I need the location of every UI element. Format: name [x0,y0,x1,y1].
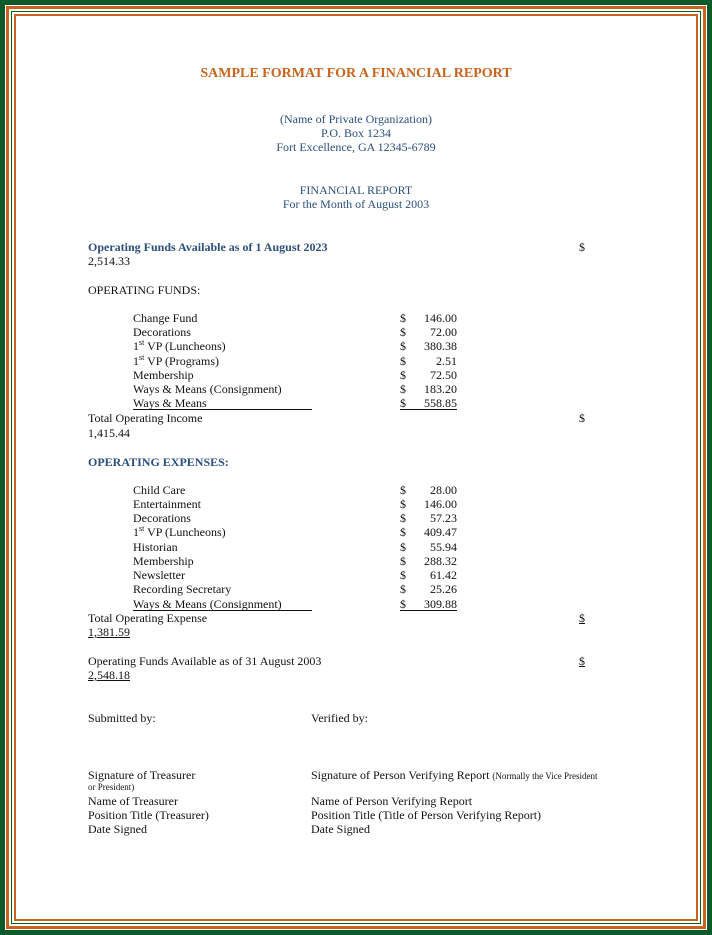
closing-label: Operating Funds Available as of 31 August 2003 [88,654,322,668]
org-name: (Name of Private Organization) [279,112,433,126]
item-amount: 61.42 [430,568,457,582]
item-amount: 28.00 [430,483,457,497]
page-title: SAMPLE FORMAT FOR A FINANCIAL REPORT [200,66,512,81]
item-label: 1st VP (Luncheons) [133,338,226,353]
income-total-amount: 1,415.44 [88,426,130,440]
verifier-signature-note: (Normally the Vice President [492,771,598,781]
opening-amount: 2,514.33 [88,254,130,268]
treasurer-position-label: Position Title (Treasurer) [88,808,209,822]
item-label: Membership [133,554,194,568]
org-city: Fort Excellence, GA 12345-6789 [276,140,436,154]
submitted-by-label: Submitted by: [88,711,156,725]
item-amount: 72.00 [430,325,457,339]
item-amount: 288.32 [424,554,457,568]
income-total-currency: $ [579,411,585,425]
item-currency: $ [400,540,406,554]
item-label: Ways & Means (Consignment) [133,382,282,396]
item-amount: 72.50 [430,368,457,382]
item-amount: 409.47 [424,525,457,539]
item-label: Membership [133,368,194,382]
item-amount: 146.00 [424,311,457,325]
expenses-heading: OPERATING EXPENSES: [88,455,229,469]
item-label: 1st VP (Programs) [133,353,220,368]
item-amount: 558.85 [424,396,457,410]
income-total-label: Total Operating Income [88,411,203,425]
report-heading: FINANCIAL REPORT [299,183,413,197]
expense-total-currency: $ [579,611,585,625]
opening-currency: $ [579,240,585,254]
item-currency: $ [400,325,406,339]
item-currency: $ [400,382,406,396]
closing-currency: $ [579,654,585,668]
item-currency: $ [400,483,406,497]
verified-by-label: Verified by: [311,711,368,725]
verifier-date-label: Date Signed [311,822,370,836]
item-label: Entertainment [133,497,201,511]
income-label-underline [133,409,312,410]
item-label: Historian [133,540,178,554]
expense-total-label: Total Operating Expense [88,611,208,625]
signature-note-continuation: or President) [88,782,135,792]
item-currency: $ [400,339,406,353]
expense-total-amount: 1,381.59 [88,625,130,639]
item-amount: 309.88 [424,597,457,611]
org-po-box: P.O. Box 1234 [320,126,391,140]
item-amount: 2.51 [436,354,457,368]
item-label: Recording Secretary [133,582,232,596]
verifier-name-label: Name of Person Verifying Report [311,794,473,808]
item-label: Ways & Means [133,396,207,410]
item-label: Child Care [133,483,186,497]
item-currency: $ [400,311,406,325]
item-amount: 183.20 [424,382,457,396]
treasurer-signature-label: Signature of Treasurer [88,768,196,782]
item-amount: 25.26 [430,582,457,596]
item-currency: $ [400,568,406,582]
item-currency: $ [400,354,406,368]
item-amount: 146.00 [424,497,457,511]
income-heading: OPERATING FUNDS: [88,283,201,297]
item-currency: $ [400,597,406,611]
item-label: Ways & Means (Consignment) [133,597,282,611]
verifier-position-label: Position Title (Title of Person Verifying Report) [311,808,542,822]
item-currency: $ [400,396,406,410]
item-currency: $ [400,511,406,525]
item-label: Newsletter [133,568,185,582]
item-label: Change Fund [133,311,198,325]
item-label: Decorations [133,511,191,525]
item-currency: $ [400,554,406,568]
treasurer-date-label: Date Signed [88,822,147,836]
item-amount: 57.23 [430,511,457,525]
opening-label: Operating Funds Available as of 1 August 2023 [88,240,328,254]
item-currency: $ [400,497,406,511]
item-currency: $ [400,368,406,382]
closing-amount: 2,548.18 [88,668,130,682]
item-amount: 380.38 [424,339,457,353]
verifier-signature-label: Signature of Person Verifying Report (Normally the Vice President [311,768,598,782]
expense-amount-underline [400,610,457,611]
report-period: For the Month of August 2003 [282,197,430,211]
item-label: Decorations [133,325,191,339]
item-label: 1st VP (Luncheons) [133,524,226,539]
item-currency: $ [400,525,406,539]
item-currency: $ [400,582,406,596]
income-amount-underline [400,409,457,410]
treasurer-name-label: Name of Treasurer [88,794,178,808]
item-amount: 55.94 [430,540,457,554]
